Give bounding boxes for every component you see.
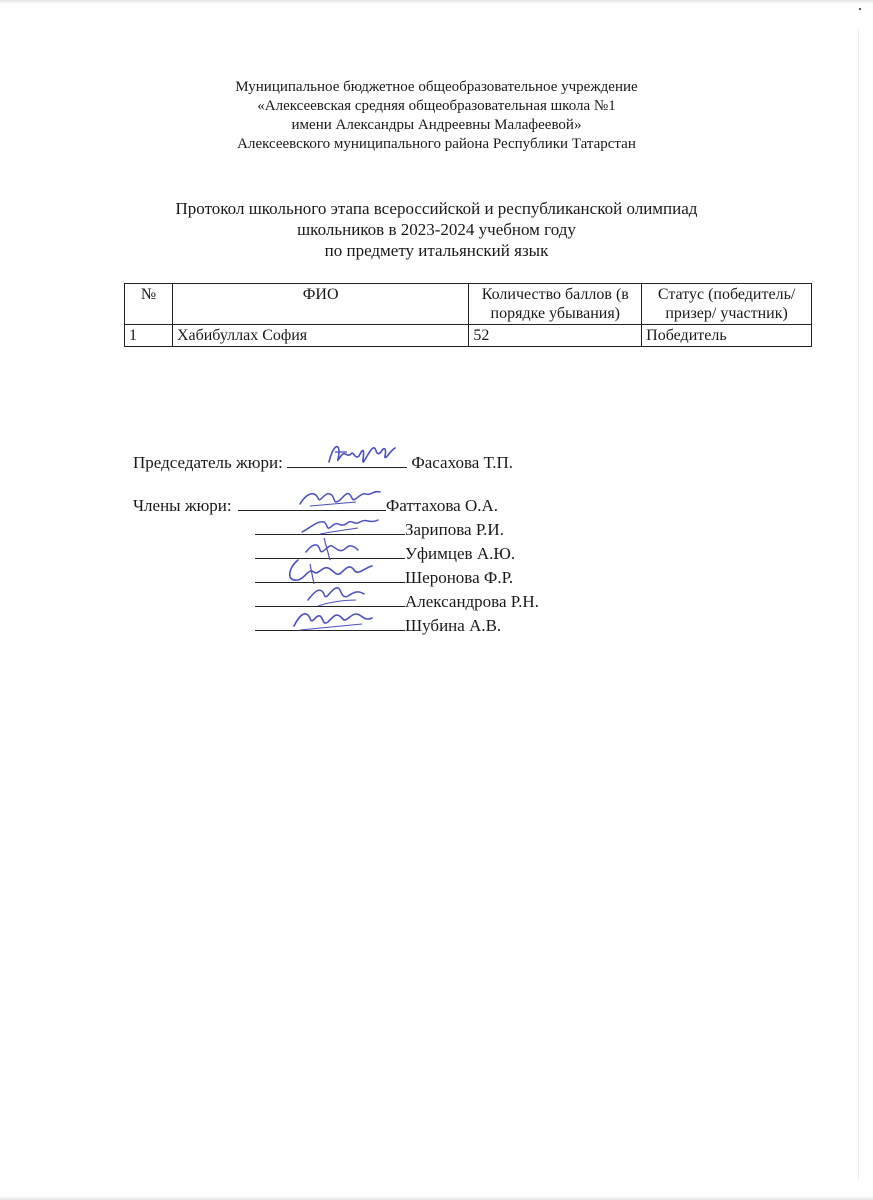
scan-edge-bottom [0,1196,873,1200]
title-line: Протокол школьного этапа всероссийской и республиканской олимпиад [175,199,698,218]
cell-number: 1 [125,325,173,347]
header-score: Количество баллов (в порядке убывания) [469,284,642,325]
header-number: № [125,284,173,325]
header-line: Алексеевского муниципального района Республики Татарстан [237,136,636,152]
member-name: Шеронова Ф.Р. [405,568,514,587]
title-line: школьников в 2023-2024 учебном году [297,220,576,239]
cell-name: Хабибуллах София [172,325,468,347]
cell-status: Победитель [642,325,812,347]
header-status: Статус (победитель/ призер/ участник) [642,284,812,325]
cell-score: 52 [469,325,642,347]
header-name: ФИО [172,284,468,325]
title-line: по предмету итальянский язык [324,241,549,260]
member-name: Александрова Р.Н. [405,592,539,611]
member-name: Уфимцев А.Ю. [405,544,516,563]
chair-name: Фасахова Т.П. [411,453,513,472]
member-name: Зарипова Р.И. [405,520,504,539]
institution-header [0,78,873,154]
member-name: Шубина А.В. [405,616,502,635]
table-row [125,325,812,347]
scan-dot [859,8,861,10]
chair-signature-image [325,438,405,474]
results-table [124,283,812,347]
member-signature-image [290,604,380,636]
chair-label: Председатель жюри: [133,453,283,472]
chair-line [133,451,513,473]
header-line: «Алексеевская средняя общеобразовательная школа №1 [257,98,616,114]
members-label: Члены жюри: [133,496,232,515]
header-line: имени Александры Андреевны Малафеевой» [291,117,582,133]
member-name: Фаттахова О.А. [385,496,499,515]
header-line: Муниципальное бюджетное общеобразовательное учреждение [235,79,638,95]
table-header-row [125,284,812,325]
scan-edge-top [0,0,873,4]
protocol-title [0,198,873,261]
